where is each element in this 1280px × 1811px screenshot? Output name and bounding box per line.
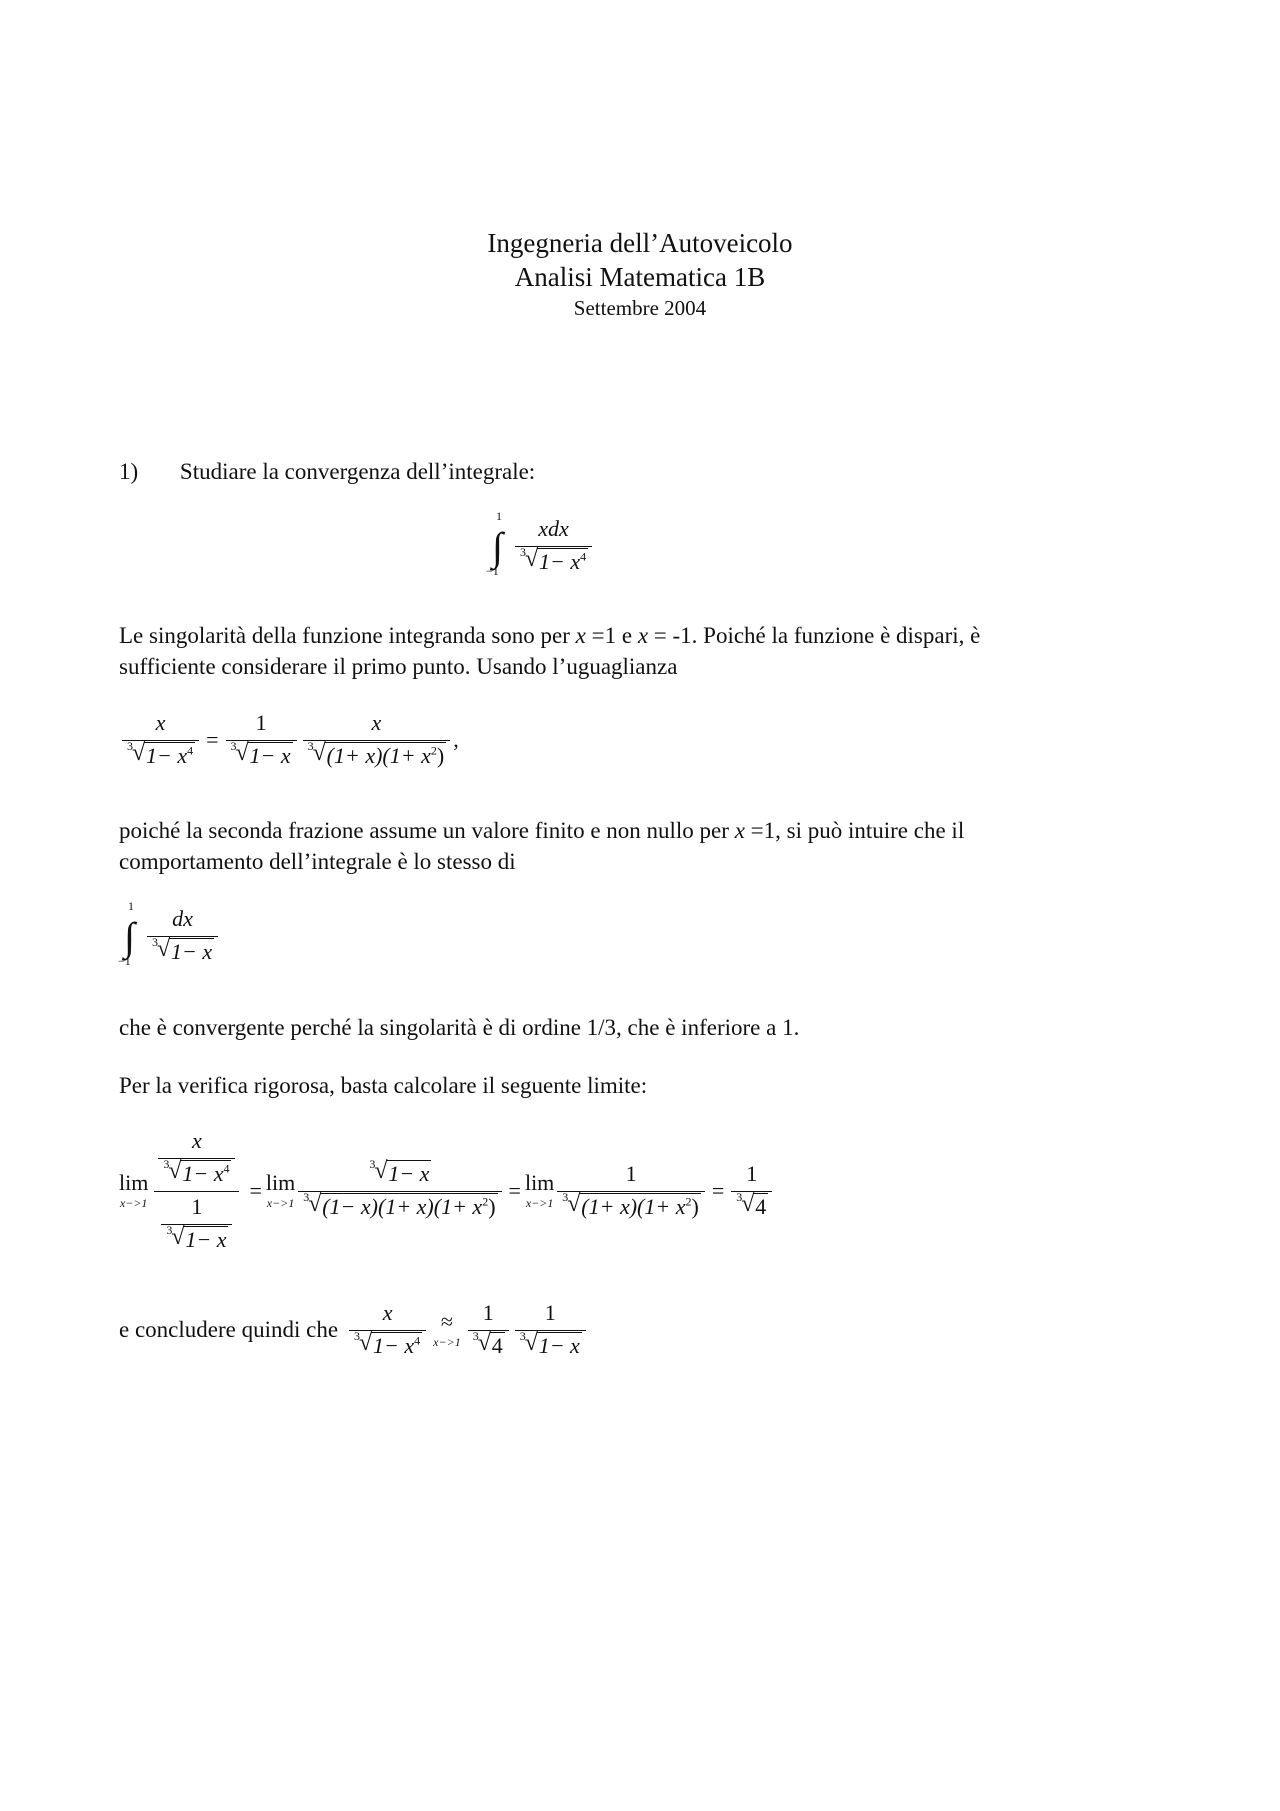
- problem-number: 1): [119, 459, 139, 484]
- integral-main: 1 ∫ −1 xdx 3 √ $1- x^4$: [492, 515, 595, 575]
- paragraph-convergent: che è convergente perché la singolarità è di ordine 1/3, che è inferiore a 1.: [119, 1015, 800, 1040]
- problem-statement: [119, 456, 1119, 487]
- conclusion-text: e concludere quindi che: [119, 1316, 339, 1342]
- limit-chain: lim x−>1 x 3 √ $1- x^4$ 1 3 √ 1− x = lim x−>1 3 √ 1− x 3 √ $(1- x)(1+ x)(1+ x^2)$ = lim x−>1 1 3 √ $(1+ x)(1+ x^2)$ = 1 3 √ 4: [119, 1128, 775, 1253]
- paragraph-behavior: poiché la seconda frazione assume un valore finito e non nullo per x =1, si può intuire che il comportamento dell’integrale è lo stesso di: [119, 818, 965, 874]
- title-date: Settembre 2004: [573, 296, 707, 320]
- problem-text: Studiare la convergenza dell’integrale:: [179, 459, 536, 484]
- paragraph-singularities: Le singolarità della funzione integranda sono per x =1 e x = -1. Poiché la funzione è dispari, è sufficiente considerare il primo punto. Usando l’uguaglianza: [119, 623, 981, 679]
- conclusion-line: e concludere quindi che x 3 √ $1- x^4$ ≈ x−>1 1 3 √ 4 1 3 √ 1− x: [119, 1300, 589, 1359]
- paragraph-rigorous: Per la verifica rigorosa, basta calcolare il seguente limite:: [119, 1073, 648, 1098]
- integral-sign: 1 ∫ −1: [486, 509, 503, 578]
- title-line-1: Ingegneria dell’Autoveicolo: [487, 228, 793, 258]
- equality-formula: x 3 √ $1- x^4$ = 1 3 √ 1− x x 3 √ $(1+ x)(1+ x^2)$ ,: [119, 710, 459, 769]
- integral-comparison: 1 ∫ −1 dx 3 √ 1− x: [124, 905, 221, 965]
- title-line-2: Analisi Matematica 1B: [514, 262, 766, 292]
